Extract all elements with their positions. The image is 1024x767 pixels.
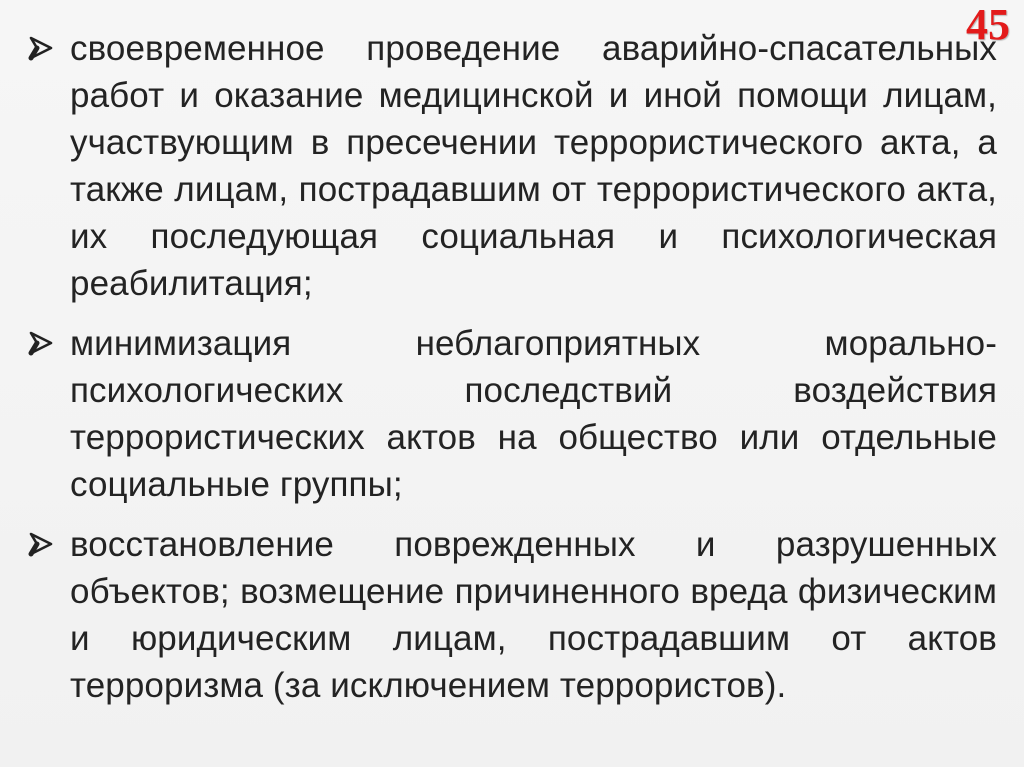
bullet-text: минимизация неблагоприятных морально-психологических последствий воздействия террористических актов на общество или отдельные социальные группы; bbox=[70, 324, 997, 504]
arrowhead-bullet-icon bbox=[28, 320, 70, 365]
arrowhead-bullet-icon bbox=[28, 521, 70, 566]
bullet-text: своевременное проведение аварийно-спасательных работ и оказание медицинской и иной помощи лицам, участвующим в пресечении террористического акта, а также лицам, пострадавшим от террористического акта, их последующая социальная и психологическая реабилитация; bbox=[70, 29, 997, 303]
page-number: 45 bbox=[966, 0, 1010, 49]
list-item bbox=[28, 320, 997, 508]
arrowhead-bullet-icon bbox=[28, 25, 70, 70]
list-item bbox=[28, 25, 997, 307]
bullet-text: восстановление поврежденных и разрушенных объектов; возмещение причиненного вреда физическим и юридическим лицам, пострадавшим от актов терроризма (за исключением террористов). bbox=[70, 525, 997, 705]
list-item bbox=[28, 521, 997, 709]
bullet-list bbox=[28, 25, 997, 722]
